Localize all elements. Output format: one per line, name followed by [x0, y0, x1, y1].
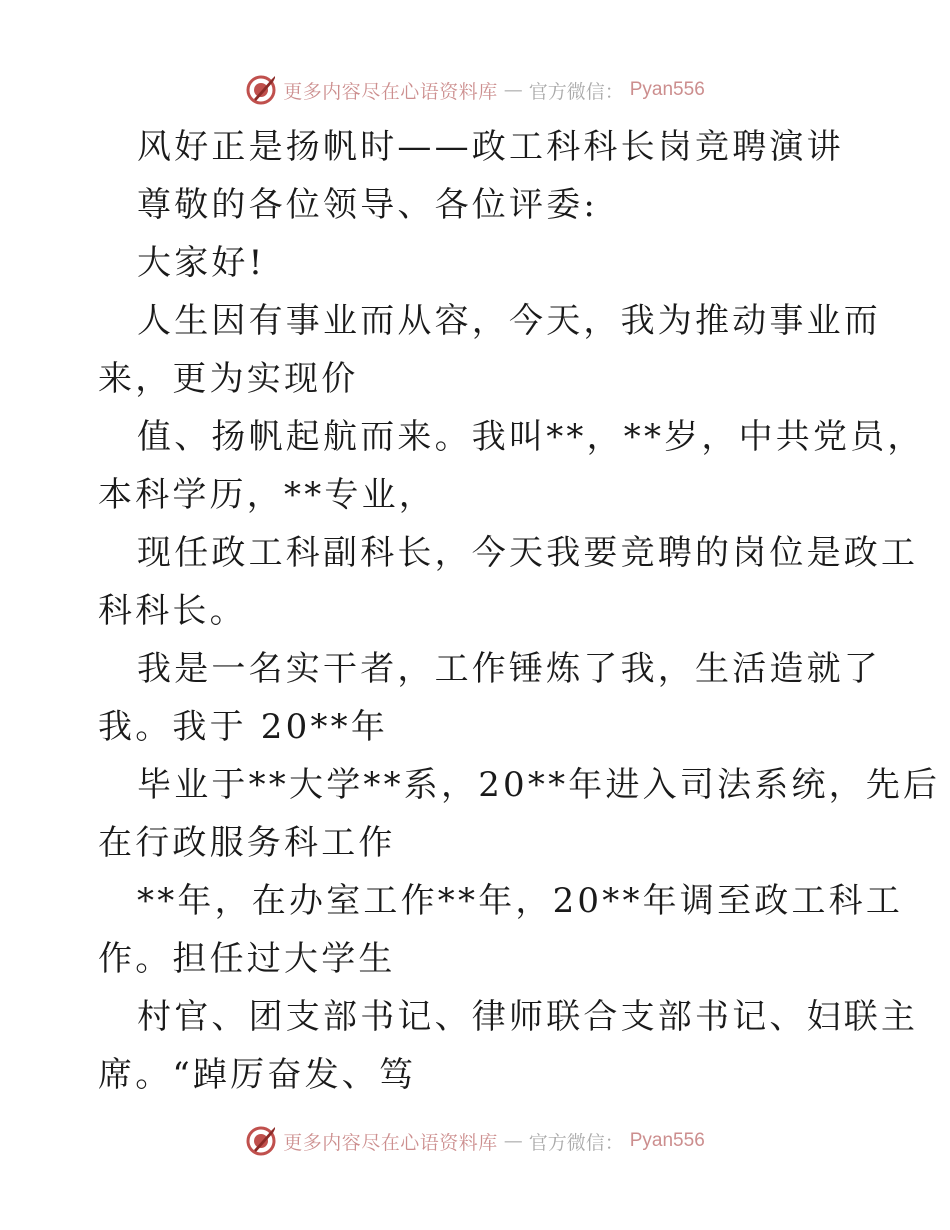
watermark-id: Pyan556 — [629, 1130, 705, 1151]
paragraph-line: 来，更为实现价 — [98, 359, 359, 399]
watermark-suffix: 官方微信： — [528, 80, 624, 103]
paragraph-line: 本科学历，**专业， — [98, 475, 436, 515]
paragraph-line: 在行政服务科工作 — [98, 823, 396, 863]
paragraph-line: 毕业于**大学**系，20**年进入司法系统，先后 — [137, 765, 941, 805]
paragraph-line: 值、扬帆起航而来。我叫**，**岁，中共党员， — [137, 417, 925, 457]
watermark-content — [245, 74, 705, 106]
paragraph-line: 现任政工科副科长，今天我要竞聘的岗位是政工 — [137, 533, 919, 573]
paragraph-line: 村官、团支部书记、律师联合支部书记、妇联主 — [137, 997, 919, 1037]
paragraph-line: 席。“踔厉奋发、笃 — [98, 1055, 417, 1095]
salutation: 尊敬的各位领导、各位评委: — [137, 185, 599, 225]
paragraph-line: 人生因有事业而从容，今天，我为推动事业而 — [137, 301, 881, 341]
paragraph-line: 作。担任过大学生 — [98, 939, 396, 979]
document-body — [98, 118, 941, 1104]
watermark-banner-top — [0, 70, 950, 110]
pen-logo-icon — [245, 74, 277, 106]
watermark-separator: — — [503, 79, 523, 101]
watermark-text: 更多内容尽在心语资料库 — [283, 1131, 498, 1154]
watermark-separator: — — [503, 1130, 523, 1152]
paragraph-line: **年，在办室工作**年，20**年调至政工科工 — [137, 881, 904, 921]
watermark-suffix: 官方微信： — [528, 1131, 624, 1154]
paragraph-line: 科科长。 — [98, 591, 247, 631]
watermark-text: 更多内容尽在心语资料库 — [283, 80, 498, 103]
paragraph-line: 我。我于 20**年 — [98, 707, 389, 747]
document-title: 风好正是扬帆时——政工科科长岗竞聘演讲 — [137, 127, 844, 167]
greeting: 大家好! — [137, 243, 266, 283]
watermark-content — [245, 1125, 705, 1157]
paragraph-line: 我是一名实干者，工作锤炼了我，生活造就了 — [137, 649, 881, 689]
watermark-banner-bottom — [0, 1121, 950, 1161]
watermark-id: Pyan556 — [629, 79, 705, 100]
pen-logo-icon — [245, 1125, 277, 1157]
